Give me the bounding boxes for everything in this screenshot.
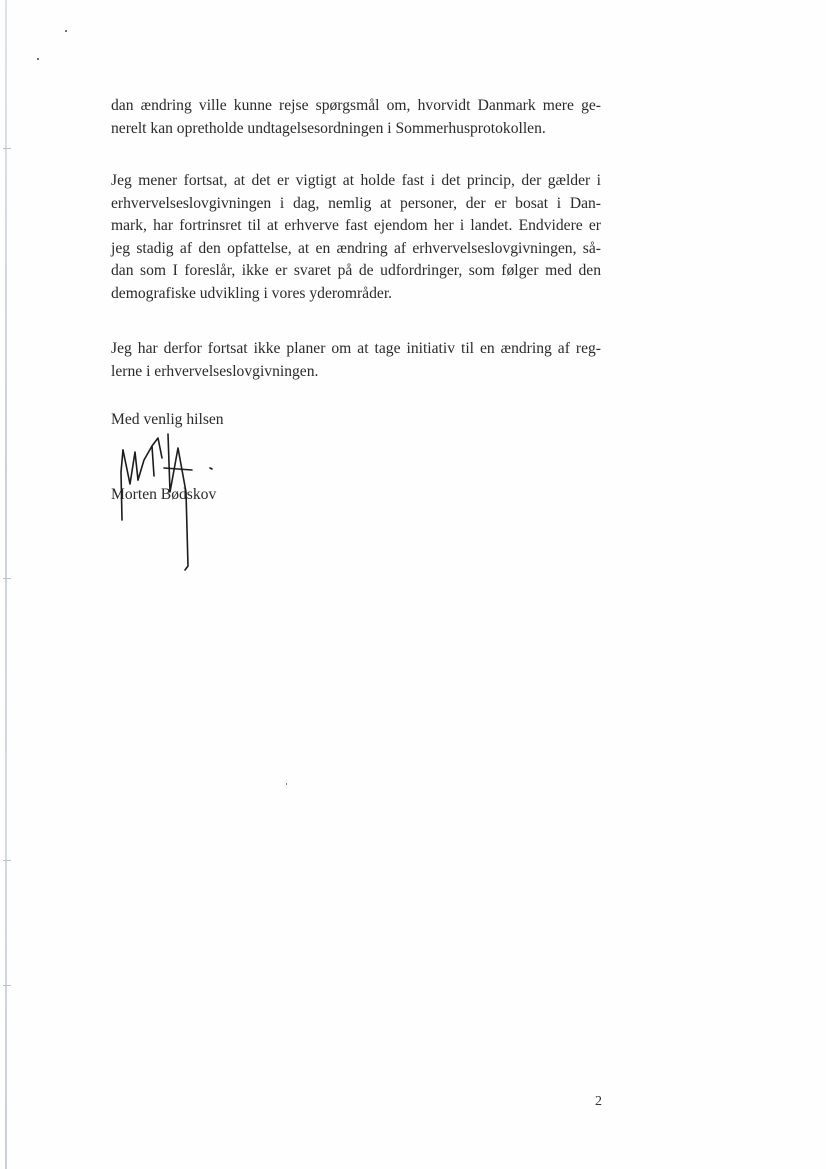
page-number: 2 bbox=[595, 1094, 602, 1109]
text-line: erhvervelseslovgivningen i dag, nemlig at personer, der er bosat i Dan- bbox=[111, 194, 601, 212]
text-line: Jeg har derfor fortsat ikke planer om at tage initiativ til en ændring af reg- bbox=[111, 340, 601, 357]
scan-edge-mark bbox=[3, 860, 11, 861]
text-line: Jeg mener fortsat, at det er vigtigt at holde fast i det princip, der gælder i bbox=[111, 172, 601, 189]
text-line: mark, har fortrinsret til at erhverve fast ejendom her i landet. Endvidere er bbox=[111, 217, 601, 234]
scan-edge-mark bbox=[3, 148, 11, 149]
scan-left-edge bbox=[5, 0, 7, 1169]
paragraph-continuation bbox=[111, 95, 601, 140]
text-line: dan som I foreslår, ikke er svaret på de udfordringer, som følger med den bbox=[111, 262, 601, 279]
text-line: demografiske udvikling i vores yderområder. bbox=[111, 284, 393, 302]
text-line: dan ændring ville kunne rejse spørgsmål om, hvorvidt Danmark mere ge- bbox=[111, 97, 601, 114]
scan-edge-mark bbox=[3, 985, 11, 986]
scan-speck bbox=[37, 58, 39, 60]
paragraph-conclusion bbox=[111, 338, 601, 383]
scan-speck bbox=[65, 30, 67, 32]
scan-speck bbox=[286, 783, 287, 785]
signer-name: Morten Bødskov bbox=[111, 486, 217, 503]
closing-salutation: Med venlig hilsen bbox=[111, 411, 224, 428]
paragraph-principle bbox=[111, 170, 601, 305]
text-line: nerelt kan opretholde undtagelsesordningen i Sommerhusprotokollen. bbox=[111, 119, 546, 137]
handwritten-signature bbox=[108, 432, 228, 572]
text-line: lerne i erhvervelseslovgivningen. bbox=[111, 362, 319, 380]
scan-edge-mark bbox=[3, 578, 11, 579]
text-line: jeg stadig af den opfattelse, at en ændring af erhvervelseslovgivningen, så- bbox=[111, 239, 601, 257]
